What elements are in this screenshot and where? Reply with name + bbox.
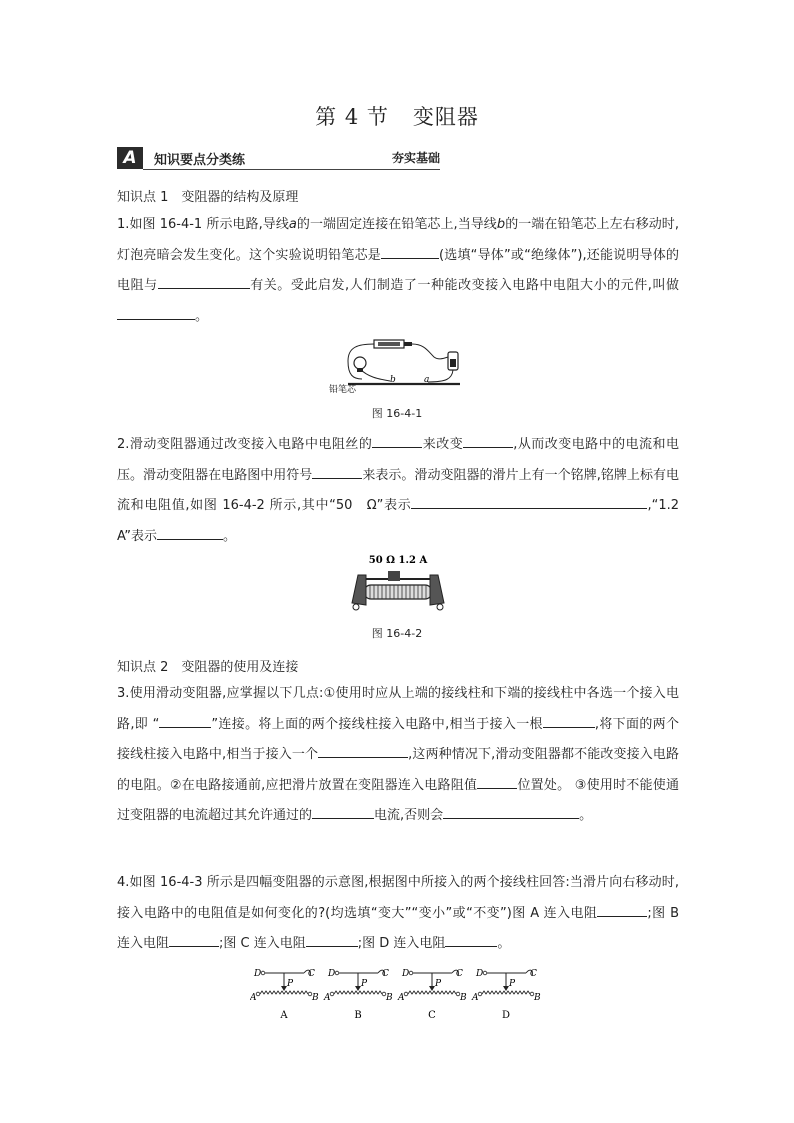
figure-rheostat xyxy=(348,553,448,615)
q2-text-2: 来改变 xyxy=(422,437,464,452)
terminal-dot xyxy=(261,971,265,975)
answer-blank[interactable] xyxy=(477,775,517,789)
terminal-label: A xyxy=(324,993,331,1003)
terminal-label: B xyxy=(312,993,319,1003)
answer-blank[interactable] xyxy=(445,933,497,947)
figure-pencil-circuit xyxy=(328,335,466,393)
question-3 xyxy=(117,679,679,832)
q2-text-1: 2.滑动变阻器通过改变接入电路中电阻丝的 xyxy=(117,437,373,452)
answer-blank[interactable] xyxy=(158,275,250,289)
section-badge: A xyxy=(117,147,143,169)
q4-text-3: ;图 C 连入电阻 xyxy=(219,936,306,951)
section-title: 知识要点分类练 xyxy=(154,153,246,168)
q1-text-1: 1.如图 16-4-1 所示电路,导线 xyxy=(117,217,289,232)
fig1-label-b: b xyxy=(390,375,396,385)
slider-label: P xyxy=(287,979,294,989)
fig2-nameplate-label: 50 Ω 1.2 A xyxy=(368,555,428,566)
slider-label: P xyxy=(435,979,442,989)
figure-caption: 图 16-4-2 xyxy=(371,627,423,640)
section-header xyxy=(117,146,440,170)
answer-blank[interactable] xyxy=(312,465,362,479)
q4-text-4: ;图 D 连入电阻 xyxy=(357,936,446,951)
question-4 xyxy=(117,868,679,960)
resistance-coil xyxy=(408,991,456,994)
terminal-label: C xyxy=(308,969,315,979)
answer-blank[interactable] xyxy=(372,434,422,448)
terminal-label: A xyxy=(398,993,405,1003)
title-name: 变阻器 xyxy=(412,105,479,129)
terminal-dot xyxy=(478,992,482,996)
q1-wire-a: a xyxy=(288,217,297,232)
slider-label: P xyxy=(361,979,368,989)
answer-blank[interactable] xyxy=(159,714,211,728)
q1-wire-b: b xyxy=(496,217,506,232)
answer-blank[interactable] xyxy=(169,933,219,947)
q3-text-5: 位置处。 ③使用时不能使通过变阻器的电流超过其允许通过的 xyxy=(117,777,679,823)
terminal-label: B xyxy=(460,993,467,1003)
terminal-label: D xyxy=(254,969,262,979)
q2-text-3: ,从而改变电路中的电流和电压。滑动变阻器在电路图中用符号 xyxy=(117,437,679,483)
answer-blank[interactable] xyxy=(157,526,223,540)
q3-text-2: ”连接。将上面的两个接线柱接入电路中,相当于接入一根 xyxy=(211,716,543,732)
question-2 xyxy=(117,430,679,552)
section-subtitle: 夯实基础 xyxy=(391,151,440,165)
terminal-dot xyxy=(335,971,339,975)
terminal-label: D xyxy=(476,969,484,979)
q2-text-6: 。 xyxy=(223,528,237,544)
rheostat-panel xyxy=(250,969,319,1021)
q2-text-4: 来表示。滑动变阻器的滑片上有一个铭牌,铭牌上标有电流和电阻值,如图 16-4-2 所示,其中“50 Ω”表示 xyxy=(117,467,679,513)
answer-blank[interactable] xyxy=(312,805,374,819)
answer-blank[interactable] xyxy=(318,744,408,758)
rheostat-panel xyxy=(323,969,393,1021)
terminal-label: B xyxy=(534,993,541,1003)
answer-blank[interactable] xyxy=(411,495,647,509)
q3-text-7: 。 xyxy=(579,808,593,823)
knowledge-point-2: 知识点 2 变阻器的使用及连接 xyxy=(117,660,299,675)
q4-text-2: ;图 B 连入电阻 xyxy=(117,905,679,951)
figure-four-rheostats xyxy=(250,962,550,1024)
terminal-dot xyxy=(404,992,408,996)
q3-text-1: 3.使用滑动变阻器,应掌握以下几点:①使用时应从上端的接线柱和下端的接线柱中各选一个接入电路,即 “ xyxy=(117,686,679,732)
panel-label: D xyxy=(501,1010,511,1021)
terminal-label: A xyxy=(472,993,479,1003)
answer-blank[interactable] xyxy=(117,306,195,320)
terminal-label: C xyxy=(530,969,537,979)
q3-text-3: ,将下面的两个接线柱接入电路中,相当于接入一个 xyxy=(117,716,680,762)
q4-text-1: 4.如图 16-4-3 所示是四幅变阻器的示意图,根据图中所接入的两个接线柱回答:当滑片向右移动时,接入电路中的电阻值是如何变化的?(均选填“变大”“变小”或“不变”)图 A 连入电阻 xyxy=(117,875,679,921)
page-title xyxy=(0,101,794,131)
q1-text-4: (选填“导体”或“绝缘体”),还能说明导体的电阻与 xyxy=(117,247,679,293)
terminal-label: B xyxy=(386,993,393,1003)
q3-text-6: 电流,否则会 xyxy=(374,808,444,823)
answer-blank[interactable] xyxy=(597,903,647,917)
panel-label: B xyxy=(354,1010,362,1021)
resistance-coil xyxy=(260,991,308,994)
terminal-dot xyxy=(483,971,487,975)
answer-blank[interactable] xyxy=(543,714,595,728)
rheostat-panel xyxy=(471,969,541,1021)
q1-text-6: 。 xyxy=(195,308,209,324)
terminal-dot xyxy=(409,971,413,975)
figure-caption: 图 16-4-1 xyxy=(371,407,423,420)
q1-text-3: 的一端在铅笔芯上左右移动时,灯泡亮暗会发生变化。这个实验说明铅笔芯是 xyxy=(117,217,679,263)
answer-blank[interactable] xyxy=(443,805,579,819)
answer-blank[interactable] xyxy=(306,933,358,947)
rheostat-panel xyxy=(397,969,467,1021)
terminal-label: A xyxy=(250,993,257,1003)
q1-text-2: 的一端固定连接在铅笔芯上,当导线 xyxy=(296,217,497,232)
answer-blank[interactable] xyxy=(381,245,439,259)
terminal-dot xyxy=(256,992,260,996)
slider-label: P xyxy=(509,979,516,989)
terminal-label: C xyxy=(456,969,463,979)
fig1-label-a: a xyxy=(424,375,430,385)
fig1-label-pencil: 铅笔芯 xyxy=(329,385,357,393)
terminal-label: D xyxy=(402,969,410,979)
q2-text-5: ,“1.2 A”表示 xyxy=(117,498,679,544)
resistance-coil xyxy=(482,991,530,994)
resistance-coil xyxy=(334,991,382,994)
terminal-dot xyxy=(330,992,334,996)
answer-blank[interactable] xyxy=(463,434,513,448)
question-1 xyxy=(117,210,679,332)
panel-label: C xyxy=(428,1010,436,1021)
knowledge-point-1: 知识点 1 变阻器的结构及原理 xyxy=(117,190,299,205)
section-rule xyxy=(143,169,440,170)
panel-label: A xyxy=(280,1010,288,1021)
q4-text-5: 。 xyxy=(497,936,511,951)
q3-text-4: ,这两种情况下,滑动变阻器都不能改变接入电路的电阻。②在电路接通前,应把滑片放置在变阻器连入电路阻值 xyxy=(117,747,679,793)
terminal-label: C xyxy=(382,969,389,979)
terminal-label: D xyxy=(328,969,336,979)
q1-text-5: 有关。受此启发,人们制造了一种能改变接入电路中电阻大小的元件,叫做 xyxy=(249,278,679,293)
title-chapter: 第 4 节 xyxy=(315,105,389,129)
